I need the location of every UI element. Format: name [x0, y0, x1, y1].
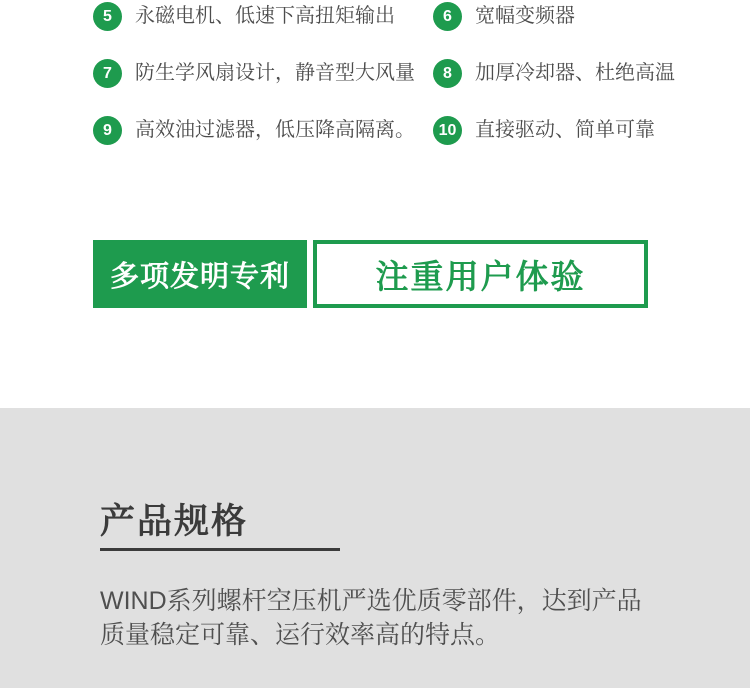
feature-item-8 [433, 59, 733, 116]
feature-number-badge: 6 [433, 2, 462, 31]
user-experience-banner: 注重用户体验 [313, 240, 648, 308]
feature-number-badge: 8 [433, 59, 462, 88]
feature-item-7 [93, 59, 433, 116]
feature-item-10 [433, 116, 733, 173]
product-specs-section [0, 408, 750, 688]
feature-number-badge: 9 [93, 116, 122, 145]
feature-item-5 [93, 2, 433, 59]
feature-list [93, 2, 733, 173]
feature-number-badge: 10 [433, 116, 462, 145]
patent-banner: 多项发明专利 [93, 240, 307, 308]
feature-item-9 [93, 116, 433, 173]
feature-text: 加厚冷却器、杜绝高温 [475, 62, 675, 84]
feature-item-6 [433, 2, 733, 59]
feature-text: 宽幅变频器 [475, 5, 575, 27]
feature-text: 直接驱动、简单可靠 [475, 119, 655, 141]
feature-text: 高效油过滤器，低压降高隔离。 [135, 119, 415, 141]
specs-section-title: 产品规格 [100, 502, 249, 541]
bottom-spacer [0, 688, 750, 694]
feature-text: 防生学风扇设计，静音型大风量 [135, 62, 415, 84]
feature-number-badge: 7 [93, 59, 122, 88]
specs-description: WIND系列螺杆空压机严选优质零部件，达到产品质量稳定可靠、运行效率高的特点。 [100, 587, 642, 649]
feature-number-badge: 5 [93, 2, 122, 31]
title-underline [100, 548, 340, 551]
feature-text: 永磁电机、低速下高扭矩输出 [135, 5, 395, 27]
